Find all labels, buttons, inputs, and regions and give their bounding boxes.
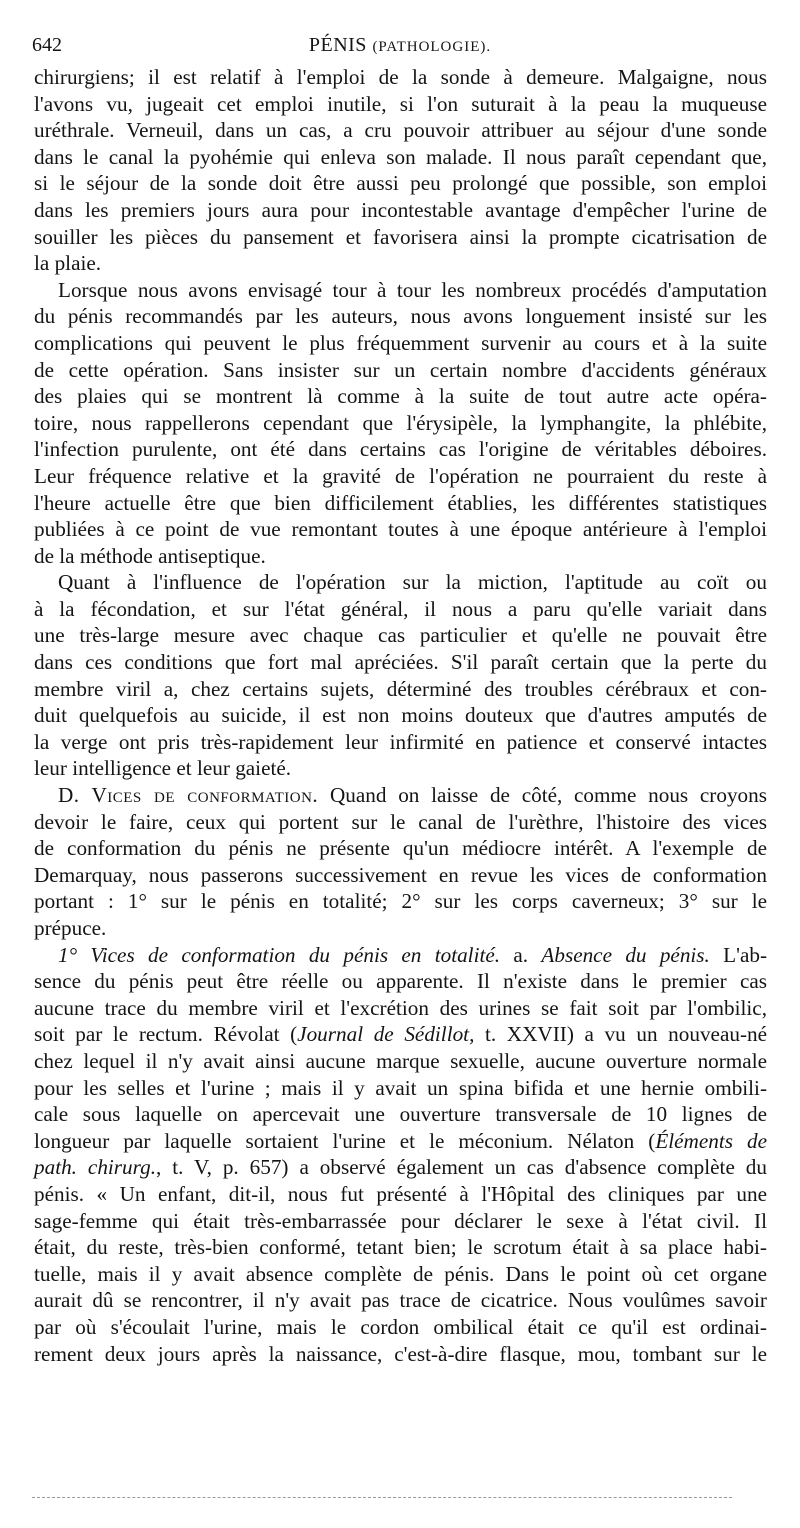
text-line: dans les premiers jours aura pour incontestable avantage d'empêcher l'urine de — [34, 197, 767, 222]
text-line: devoir le faire, ceux qui portent sur le canal de l'urèthre, l'histoire des vices — [34, 809, 767, 834]
text-line: la plaie. — [34, 251, 102, 276]
text-line: prépuce. — [34, 916, 107, 940]
body-text — [34, 64, 767, 1367]
text-line: toire, nous rappellerons cependant que l'érysipèle, la lymphangite, la phlébite, — [34, 410, 767, 435]
text-line: Leur fréquence relative et la gravité de l'opération ne pourraient du reste à — [34, 463, 767, 488]
text-line: path. chirurg., t. V, p. 657) a observé également un cas d'absence complète du — [34, 1155, 767, 1180]
text-line: de cette opération. Sans insister sur un certain nombre d'accidents généraux — [34, 357, 767, 382]
text-line: dans le canal la pyohémie qui enleva son malade. Il nous paraît cependant que, — [34, 144, 767, 169]
subsection-heading: 1° Vices de conformation du pénis en totalité. — [58, 942, 501, 967]
text-line: l'infection purulente, ont été dans certains cas l'origine de véritables déboires. — [34, 437, 767, 462]
text-line: publiées à ce point de vue remontant toutes à une époque antérieure à l'emploi — [34, 517, 767, 542]
page-number: 642 — [32, 34, 62, 56]
running-title-sub: (PATHOLOGIE). — [372, 39, 492, 55]
text-line: de conformation du pénis ne présente qu'un médiocre intérêt. A l'exemple de — [34, 836, 767, 861]
text-line: uréthrale. Verneuil, dans un cas, a cru pouvoir attribuer au séjour d'une sonde — [34, 118, 767, 143]
text-line: Quant à l'influence de l'opération sur la miction, l'aptitude au coït ou — [58, 570, 767, 595]
text-line: chirurgiens; il est relatif à l'emploi de la sonde à demeure. Malgaigne, nous — [34, 65, 767, 89]
text-line: si le séjour de la sonde doit être aussi peu prolongé que possible, son emploi — [34, 171, 767, 196]
text-line: Lorsque nous avons envisagé tour à tour les nombreux procédés d'amputation — [58, 277, 767, 302]
text-line: rement deux jours après la naissance, c'est-à-dire flasque, mou, tombant sur le — [34, 1341, 767, 1366]
text-line: aucune trace du membre viril et l'excrétion des urines se fait soit par l'ombilic, — [34, 995, 767, 1020]
text-line: la verge ont pris très-rapidement leur infirmité en patience et conservé intactes — [34, 729, 767, 754]
section-heading-line: D. Vices de conformation. Quand on laisse de côté, comme nous croyons — [58, 783, 767, 808]
text-line: Demarquay, nous passerons successivement en revue les vices de conformation — [34, 862, 767, 887]
text-line: souiller les pièces du pansement et favorisera ainsi la prompte cicatrisation de — [34, 224, 767, 249]
text-line: membre viril a, chez certains sujets, déterminé des troubles cérébraux et con- — [34, 676, 767, 701]
text-line: pour les selles et l'urine ; mais il y avait un spina bifida et une hernie ombili- — [34, 1075, 767, 1100]
text-line: sage-femme qui était très-embarrassée pour déclarer le sexe à l'état civil. Il — [34, 1208, 767, 1233]
text-line: tuelle, mais il y avait absence complète de pénis. Dans le point où cet organe — [34, 1261, 767, 1286]
running-title — [32, 30, 768, 62]
text-line: pénis. « Un enfant, dit-il, nous fut présenté à l'Hôpital des cliniques par une — [34, 1181, 767, 1206]
text-line: à la fécondation, et sur l'état général, il nous a paru qu'elle variait dans — [34, 596, 767, 621]
text-line: de la méthode antiseptique. — [34, 543, 266, 568]
text-line: longueur par laquelle sortaient l'urine et le méconium. Nélaton (Éléments de — [34, 1128, 768, 1153]
text-line: l'avons vu, jugeait cet emploi inutile, si l'on suturait à la peau la muqueuse — [34, 91, 767, 116]
text-line: leur intelligence et leur gaieté. — [34, 756, 292, 781]
text-line: dans ces conditions que fort mal apréciées. S'il paraît certain que la perte du — [34, 650, 767, 675]
footer-rule — [32, 1497, 732, 1498]
text-line: une très-large mesure avec chaque cas particulier et qu'elle ne pouvait être — [34, 623, 767, 648]
text-line: duit quelquefois au suicide, il est non moins douteux que d'autres amputés de — [34, 703, 767, 728]
text-line: cale sous laquelle on apercevait une ouverture transversale de 10 lignes de — [34, 1102, 767, 1127]
text-line: soit par le rectum. Révolat (Journal de Sédillot, t. XXVII) a vu un nouveau-né — [34, 1022, 767, 1047]
text-line: chez lequel il n'y avait ainsi aucune marque sexuelle, aucune ouverture normale — [34, 1048, 767, 1073]
text-line: était, du reste, très-bien conformé, tetant bien; le scrotum était à sa place habi- — [34, 1235, 767, 1260]
text-line: l'heure actuelle être que bien difficilement établies, les différentes statistiques — [34, 490, 767, 515]
text-line: aurait dû se rencontrer, il n'y avait pas trace de cicatrice. Nous voulûmes savoir — [34, 1288, 767, 1313]
text-line: portant : 1° sur le pénis en totalité; 2° sur les corps caverneux; 3° sur le — [34, 889, 767, 914]
text-line: des plaies qui se montrent là comme à la suite de tout autre acte opéra- — [34, 384, 767, 409]
text-line: par où s'écoulait l'urine, mais le cordon ombilical était ce qu'il est ordinai- — [34, 1314, 767, 1339]
text-line: du pénis recommandés par les auteurs, nous avons longuement insisté sur les — [34, 304, 767, 329]
subsection-heading-line: 1° Vices de conformation du pénis en totalité. a. Absence du pénis. L'ab- — [58, 942, 767, 967]
running-head — [32, 30, 768, 60]
subsection-title: Absence du pénis. — [541, 942, 710, 967]
section-heading: D. Vices de conformation. — [58, 783, 319, 808]
running-title-main: PÉNIS — [308, 34, 367, 56]
text-line: complications qui peuvent le plus fréquemment survenir au cours et à la suite — [34, 330, 767, 355]
text-line: sence du pénis peut être réelle ou apparente. Il n'existe dans le premier cas — [34, 969, 767, 994]
